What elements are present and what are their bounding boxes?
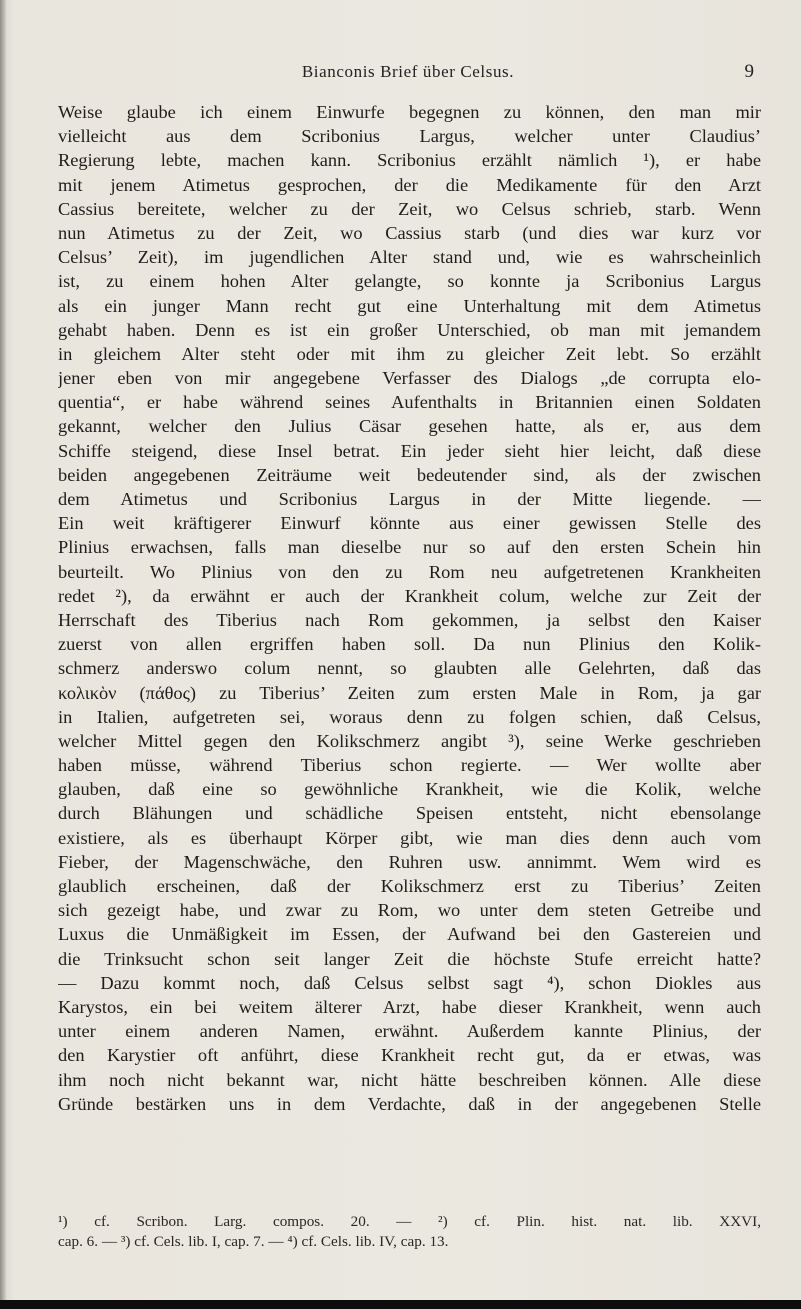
text-line: redet ²), da erwähnt er auch der Krankheit colum, welche zur Zeit der bbox=[58, 585, 761, 606]
page-gutter-edge bbox=[0, 0, 6, 1309]
text-line: Fieber, der Magenschwäche, den Ruhren usw. annimmt. Wem wird es bbox=[58, 851, 761, 872]
text-line: glauben, daß eine so gewöhnliche Krankheit, wie die Kolik, welche bbox=[58, 779, 761, 800]
text-line: mit jenem Atimetus gesprochen, der die Medikamente für den Arzt bbox=[58, 174, 761, 195]
text-line: Schiffe steigend, diese Insel betrat. Ein jeder sieht hier leicht, daß diese bbox=[58, 440, 761, 461]
text-line: Karystos, ein bei weitem älterer Arzt, habe dieser Krankheit, wenn auch bbox=[58, 996, 761, 1017]
text-line: beiden angegebenen Zeiträume weit bedeutender sind, als der zwischen bbox=[58, 464, 761, 485]
text-line: jener eben von mir angegebene Verfasser des Dialogs „de corrupta elo- bbox=[58, 368, 761, 389]
text-line: vielleicht aus dem Scribonius Largus, welcher unter Claudius’ bbox=[58, 126, 761, 147]
text-line: dem Atimetus und Scribonius Largus in der Mitte liegende. — bbox=[58, 489, 761, 509]
text-line: haben müsse, während Tiberius schon regierte. — Wer wollte aber bbox=[58, 755, 761, 776]
text-line: Herrschaft des Tiberius nach Rom gekommen, ja selbst den Kaiser bbox=[58, 609, 761, 630]
page-number: 9 bbox=[744, 61, 754, 82]
text-line: quentia“, er habe während seines Aufenthalts in Britannien einen Soldaten bbox=[58, 392, 761, 413]
text-line: Regierung lebte, machen kann. Scribonius erzählt nämlich ¹), er habe bbox=[58, 150, 761, 171]
text-line: in gleichem Alter steht oder mit ihm zu gleicher Zeit lebt. So erzählt bbox=[58, 343, 761, 364]
text-line: Celsus’ Zeit), im jugendlichen Alter stand und, wie es wahrscheinlich bbox=[58, 247, 761, 268]
footnote-line: ¹) cf. Scribon. Larg. compos. 20. — ²) cf. Plin. hist. nat. lib. XXVI, bbox=[58, 1213, 761, 1230]
text-line: den Karystier oft anführt, diese Krankheit recht gut, da er etwas, was bbox=[58, 1045, 761, 1066]
running-head: Bianconis Brief über Celsus. bbox=[301, 62, 515, 81]
text-line: als ein junger Mann recht gut eine Unterhaltung mit dem Atimetus bbox=[58, 295, 761, 316]
text-line: existiere, als es überhaupt Körper gibt, wie man dies denn auch vom bbox=[58, 827, 761, 848]
text-line: unter einem anderen Namen, erwähnt. Außerdem kannte Plinius, der bbox=[58, 1021, 761, 1042]
body-text bbox=[58, 100, 761, 1116]
text-line: gekannt, welcher den Julius Cäsar gesehen hatte, als er, aus dem bbox=[58, 416, 761, 437]
footnote-line: cap. 6. — ³) cf. Cels. lib. I, cap. 7. — ⁴) cf. Cels. lib. IV, cap. 13. bbox=[58, 1233, 449, 1250]
text-line: Cassius bereitete, welcher zu der Zeit, wo Celsus schrieb, starb. Wenn bbox=[58, 198, 761, 219]
text-line: nun Atimetus zu der Zeit, wo Cassius starb (und dies war kurz vor bbox=[58, 222, 761, 243]
text-line: Ein weit kräftigerer Einwurf könnte aus einer gewissen Stelle des bbox=[58, 513, 761, 534]
text-line: zuerst von allen ergriffen haben soll. Da nun Plinius den Kolik- bbox=[58, 634, 761, 655]
text-line: gehabt haben. Denn es ist ein großer Unterschied, ob man mit jemandem bbox=[58, 319, 761, 340]
footnotes bbox=[58, 1212, 761, 1252]
text-line: welcher Mittel gegen den Kolikschmerz angibt ³), seine Werke geschrieben bbox=[58, 730, 761, 751]
text-line: die Trinksucht schon seit langer Zeit die höchste Stufe erreicht hatte? bbox=[58, 948, 761, 969]
scan-bottom-edge bbox=[0, 1300, 801, 1309]
text-line: sich gezeigt habe, und zwar zu Rom, wo unter dem steten Getreibe und bbox=[58, 900, 761, 921]
text-line: glaublich erscheinen, daß der Kolikschmerz erst zu Tiberius’ Zeiten bbox=[58, 876, 761, 896]
text-line: beurteilt. Wo Plinius von den zu Rom neu aufgetretenen Krankheiten bbox=[58, 561, 761, 582]
text-line: ist, zu einem hohen Alter gelangte, so konnte ja Scribonius Largus bbox=[58, 271, 761, 292]
text-line: durch Blähungen und schädliche Speisen entsteht, nicht ebensolange bbox=[58, 803, 761, 824]
text-line: Luxus die Unmäßigkeit im Essen, der Aufwand bei den Gastereien und bbox=[58, 924, 761, 945]
text-line: schmerz anderswo colum nennt, so glaubten alle Gelehrten, daß das bbox=[58, 658, 761, 679]
text-line: ihm noch nicht bekannt war, nicht hätte beschreiben können. Alle diese bbox=[58, 1069, 761, 1090]
text-line: Weise glaube ich einem Einwurfe begegnen zu können, den man mir bbox=[58, 102, 761, 122]
text-line: Gründe bestärken uns in dem Verdachte, daß in der angegebenen Stelle bbox=[58, 1093, 761, 1114]
text-line: κολικὸν (πάθος) zu Tiberius’ Zeiten zum ersten Male in Rom, ja gar bbox=[58, 682, 761, 703]
text-line: — Dazu kommt noch, daß Celsus selbst sagt ⁴), schon Diokles aus bbox=[58, 972, 761, 993]
page-header bbox=[58, 62, 758, 86]
text-line: in Italien, aufgetreten sei, woraus denn zu folgen schien, daß Celsus, bbox=[58, 706, 761, 727]
text-line: Plinius erwachsen, falls man dieselbe nur so auf den ersten Schein hin bbox=[58, 537, 761, 558]
